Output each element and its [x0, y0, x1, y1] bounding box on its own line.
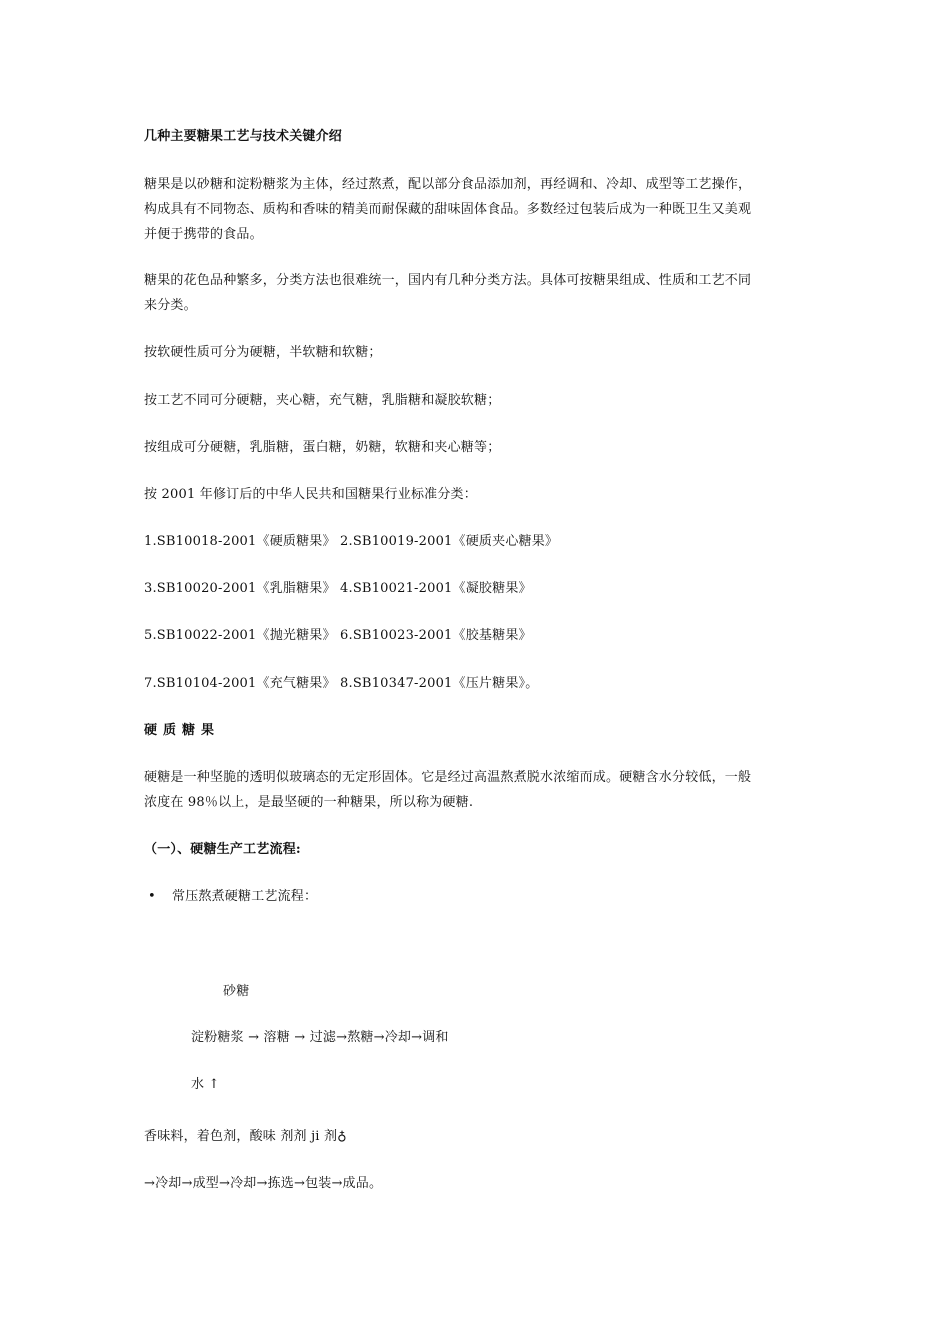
bullet-icon: • — [148, 889, 156, 904]
document-title: 几种主要糖果工艺与技术关键介绍 — [144, 129, 343, 144]
flow-water-label: 水 ↑ — [191, 1077, 220, 1092]
intro-line-2: 构成具有不同物态、质构和香味的精美而耐保藏的甜味固体食品。多数经过包装后成为一种既卫生又美观 — [144, 202, 752, 217]
flow-sugar-label: 砂糖 — [223, 984, 250, 999]
classification-process: 按工艺不同可分硬糖，夹心糖，充气糖，乳脂糖和凝胶软糖； — [144, 393, 501, 408]
standard-line-1: 1.SB10018-2001《硬质糖果》 2.SB10019-2001《硬质夹心糖果》 — [144, 534, 559, 549]
standard-line-4: 7.SB10104-2001《充气糖果》 8.SB10347-2001《压片糖果》。 — [144, 676, 539, 691]
intro-line-3: 并便于携带的食品。 — [144, 227, 263, 242]
variety-line-1: 糖果的花色品种繁多，分类方法也很难统一，国内有几种分类方法。具体可按糖果组成、性质和工艺不同 — [144, 273, 752, 288]
hard-candy-desc-line-2: 浓度在 98％以上，是最坚硬的一种糖果，所以称为硬糖. — [144, 795, 474, 810]
flow-final-line: →冷却→成型→冷却→拣选→包装→成品。 — [144, 1176, 383, 1191]
flow-additives-line: 香味料，着色剂，酸味 剂剂 ji 剂♁ — [144, 1129, 347, 1144]
flow-main-line: 淀粉糖浆 → 溶糖 → 过滤→熬糖→冷却→调和 — [191, 1030, 449, 1045]
intro-line-1: 糖果是以砂糖和淀粉糖浆为主体，经过熬煮，配以部分食品添加剂，再经调和、冷却、成型等工艺操作， — [144, 177, 752, 192]
section-heading-hard-candy: 硬质糖果 — [144, 723, 221, 738]
standard-line-3: 5.SB10022-2001《抛光糖果》 6.SB10023-2001《胶基糖果》 — [144, 628, 532, 643]
classification-standard: 按 2001 年修订后的中华人民共和国糖果行业标准分类： — [144, 487, 477, 502]
variety-line-2: 来分类。 — [144, 298, 197, 313]
subsection-heading-process-flow: （一）、硬糖生产工艺流程: — [144, 842, 301, 857]
standard-line-2: 3.SB10020-2001《乳脂糖果》 4.SB10021-2001《凝胶糖果》 — [144, 581, 532, 596]
classification-hardness: 按软硬性质可分为硬糖，半软糖和软糖； — [144, 345, 382, 360]
bullet-text: 常压熬煮硬糖工艺流程： — [172, 889, 318, 904]
hard-candy-desc-line-1: 硬糖是一种坚脆的透明似玻璃态的无定形固体。它是经过高温熬煮脱水浓缩而成。硬糖含水分较低，一般 — [144, 770, 752, 785]
classification-composition: 按组成可分硬糖，乳脂糖，蛋白糖，奶糖，软糖和夹心糖等； — [144, 440, 501, 455]
